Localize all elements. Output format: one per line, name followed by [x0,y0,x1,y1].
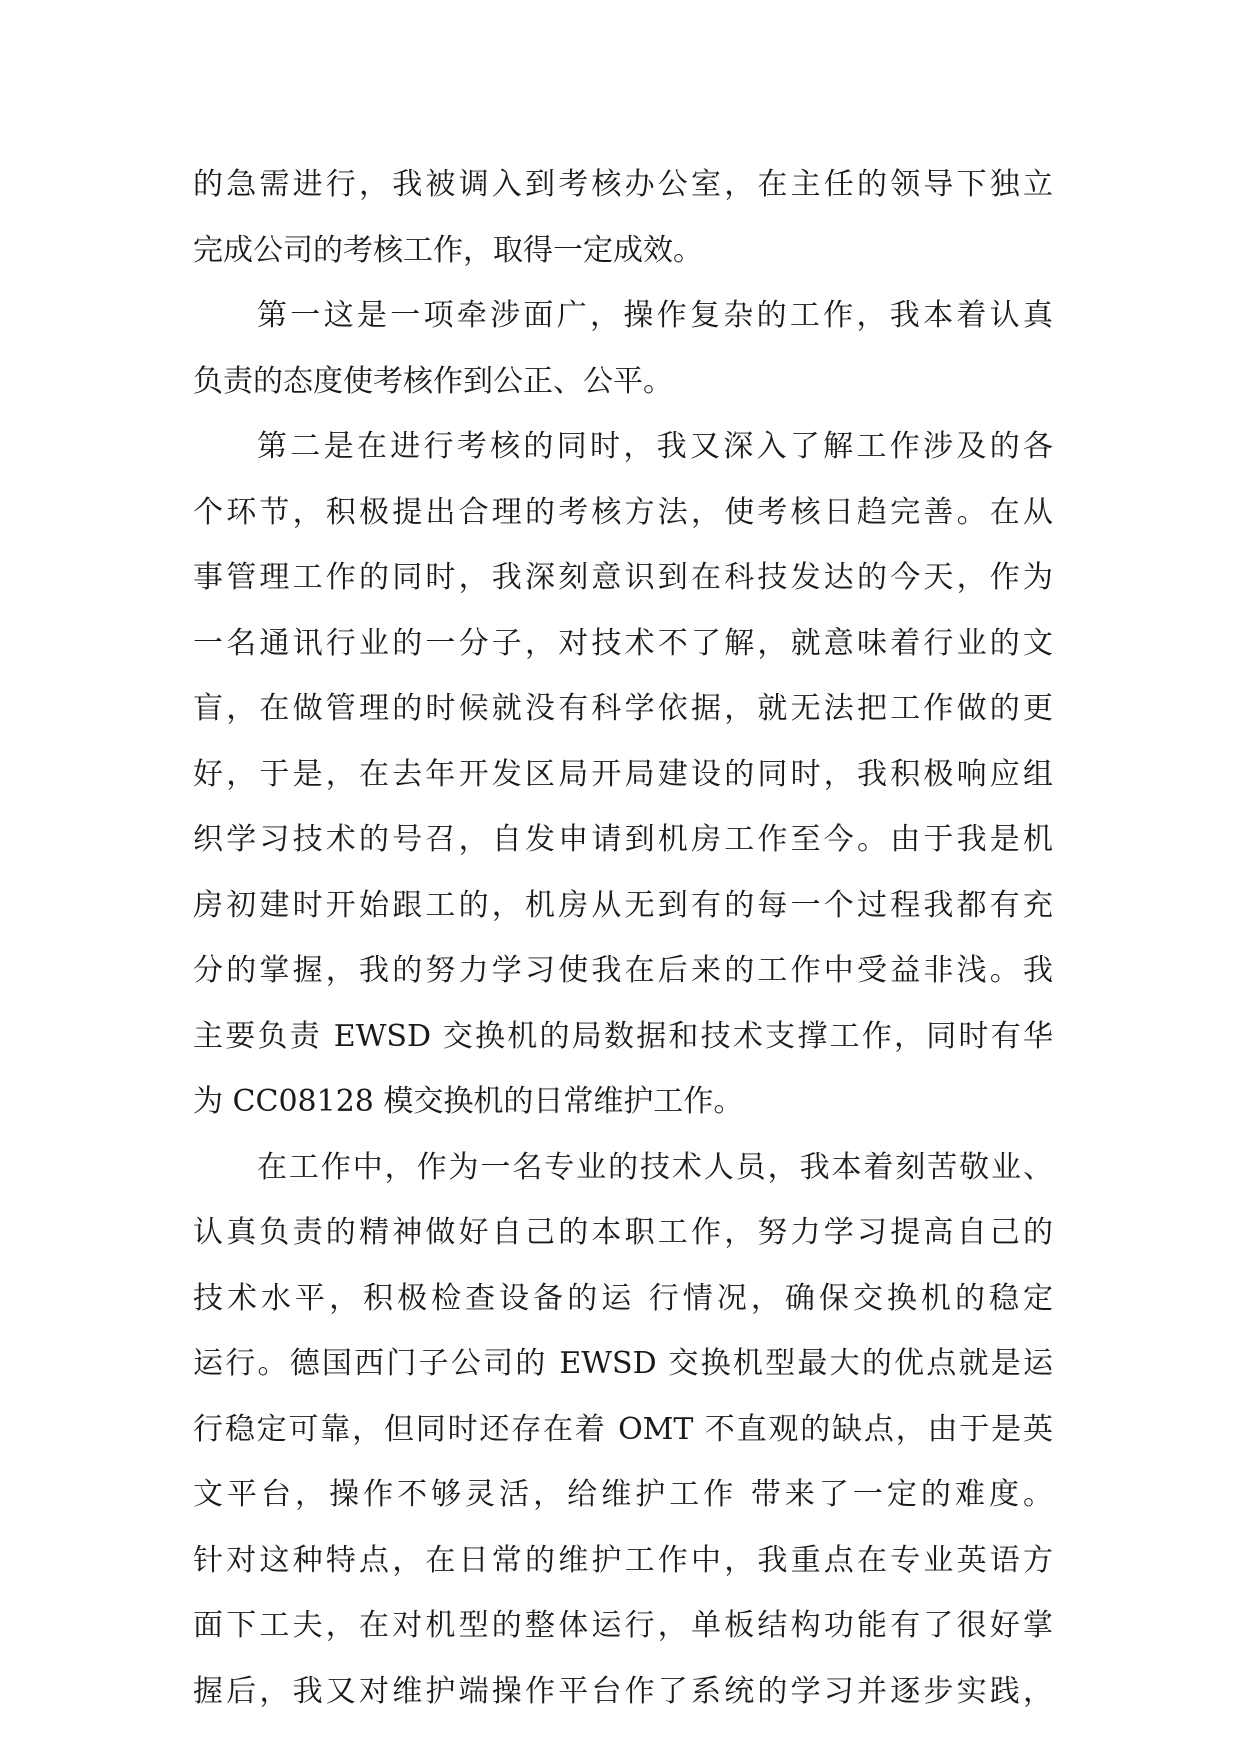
text-line: 盲，在做管理的时候就没有科学依据，就无法把工作做的更 [193,691,1053,726]
document-body [193,152,1053,1724]
text-line: 织学习技术的号召，自发申请到机房工作至今。由于我是机 [193,822,1053,857]
text-line: 针对这种特点，在日常的维护工作中，我重点在专业英语方 [193,1542,1053,1578]
text-line: 文平台，操作不够灵活，给维护工作 带来了一定的难度。 [193,1477,1053,1512]
text-line: 个环节，积极提出合理的考核方法，使考核日趋完善。在从 [193,494,1053,530]
text-line: 认真负责的精神做好自己的本职工作，努力学习提高自己的 [193,1215,1053,1250]
text-line: 在工作中，作为一名专业的技术人员，我本着刻苦敬业、 [257,1149,1053,1185]
text-line: 的急需进行，我被调入到考核办公室，在主任的领导下独立 [193,167,1053,202]
text-line: 第一这是一项牵涉面广，操作复杂的工作，我本着认真 [257,298,1053,333]
text-line: 一名通讯行业的一分子，对技术不了解，就意味着行业的文 [193,625,1053,661]
text-line: 完成公司的考核工作，取得一定成效。 [193,232,703,268]
text-line: 行稳定可靠，但同时还存在着 OMT 不直观的缺点，由于是英 [193,1411,1053,1447]
text-line: 主要负责 EWSD 交换机的局数据和技术支撑工作，同时有华 [193,1018,1053,1054]
text-line: 房初建时开始跟工的，机房从无到有的每一个过程我都有充 [193,887,1053,923]
text-line: 运行。德国西门子公司的 EWSD 交换机型最大的优点就是运 [193,1346,1053,1381]
text-line: 面下工夫，在对机型的整体运行，单板结构功能有了很好掌 [193,1608,1053,1643]
text-line: 握后，我又对维护端操作平台作了系统的学习并逐步实践， [193,1673,1053,1709]
text-line: 为 CC08128 模交换机的日常维护工作。 [193,1084,744,1119]
text-line: 负责的态度使考核作到公正、公平。 [193,363,673,399]
text-line: 分的掌握，我的努力学习使我在后来的工作中受益非浅。我 [193,953,1053,988]
text-line: 第二是在进行考核的同时，我又深入了解工作涉及的各 [257,429,1053,464]
text-line: 技术水平，积极检查设备的运 行情况，确保交换机的稳定 [193,1280,1053,1316]
text-line: 事管理工作的同时，我深刻意识到在科技发达的今天，作为 [193,560,1053,595]
text-line: 好，于是，在去年开发区局开局建设的同时，我积极响应组 [193,756,1053,792]
